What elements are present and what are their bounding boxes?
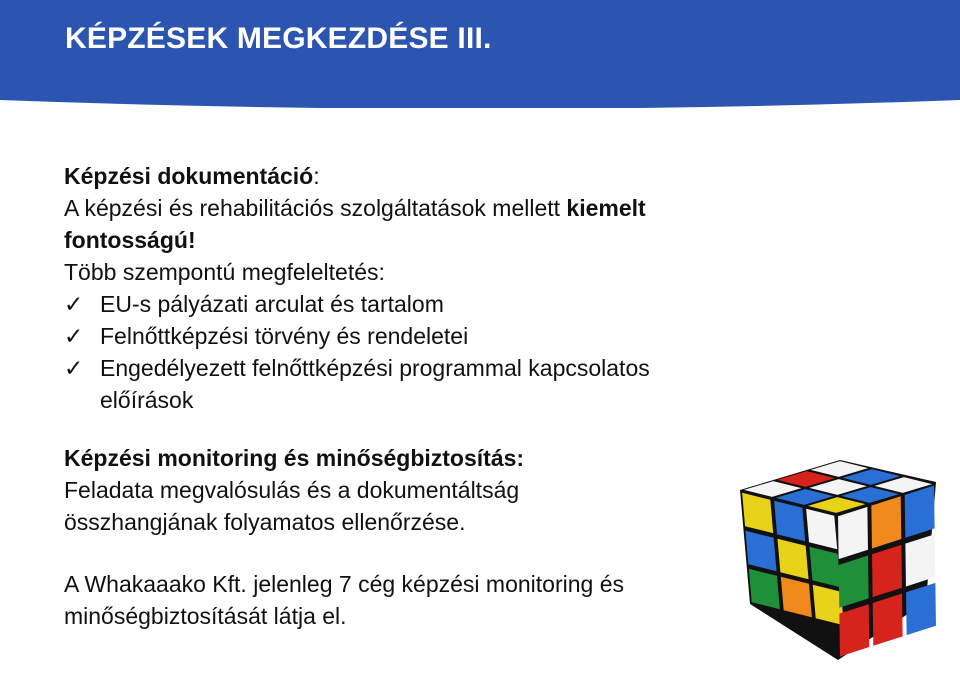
page-title: KÉPZÉSEK MEGKEZDÉSE III.	[65, 22, 492, 55]
section3-line1: Feladata megvalósulás és a dokumentáltság	[64, 477, 520, 503]
checkmark-icon: ✓	[64, 291, 84, 317]
section3-line2: összhangjának folyamatos ellenőrzése.	[64, 509, 466, 535]
header-banner	[0, 0, 960, 108]
check-item-label: EU-s pályázati arculat és tartalom	[100, 291, 444, 317]
check-item-3	[64, 352, 764, 384]
section1-line1-text: A képzési és rehabilitációs szolgáltatások mellett	[64, 195, 567, 221]
slide-content	[64, 160, 764, 632]
check-item-1	[64, 288, 764, 320]
rubiks-cube-icon	[728, 452, 948, 667]
rubiks-cube-graphic	[728, 452, 948, 667]
check-item-label: előírások	[100, 387, 194, 413]
section4-line2: minőségbiztosítását látja el.	[64, 603, 347, 629]
section1-heading-line	[64, 160, 764, 192]
check-item-3-continued	[64, 384, 764, 416]
check-item-2	[64, 320, 764, 352]
section3-heading: Képzési monitoring és minőségbiztosítás:	[64, 445, 525, 471]
section4-line1: A Whakaaako Kft. jelenleg 7 cég képzési monitoring és	[64, 571, 624, 597]
section1-line2: fontosságú!	[64, 227, 196, 253]
section1-line1-bold: kiemelt	[566, 195, 646, 221]
check-item-label: Felnőttképzési törvény és rendeletei	[100, 323, 469, 349]
section1-line1	[64, 192, 764, 224]
section1-heading: Képzési dokumentáció	[64, 163, 314, 189]
checkmark-icon: ✓	[64, 323, 84, 349]
checkmark-icon: ✓	[64, 355, 84, 381]
section1-heading-suffix: :	[313, 163, 320, 189]
section2-intro: Több szempontú megfeleltetés:	[64, 259, 385, 285]
check-item-label: Engedélyezett felnőttképzési programmal kapcsolatos	[100, 355, 650, 381]
